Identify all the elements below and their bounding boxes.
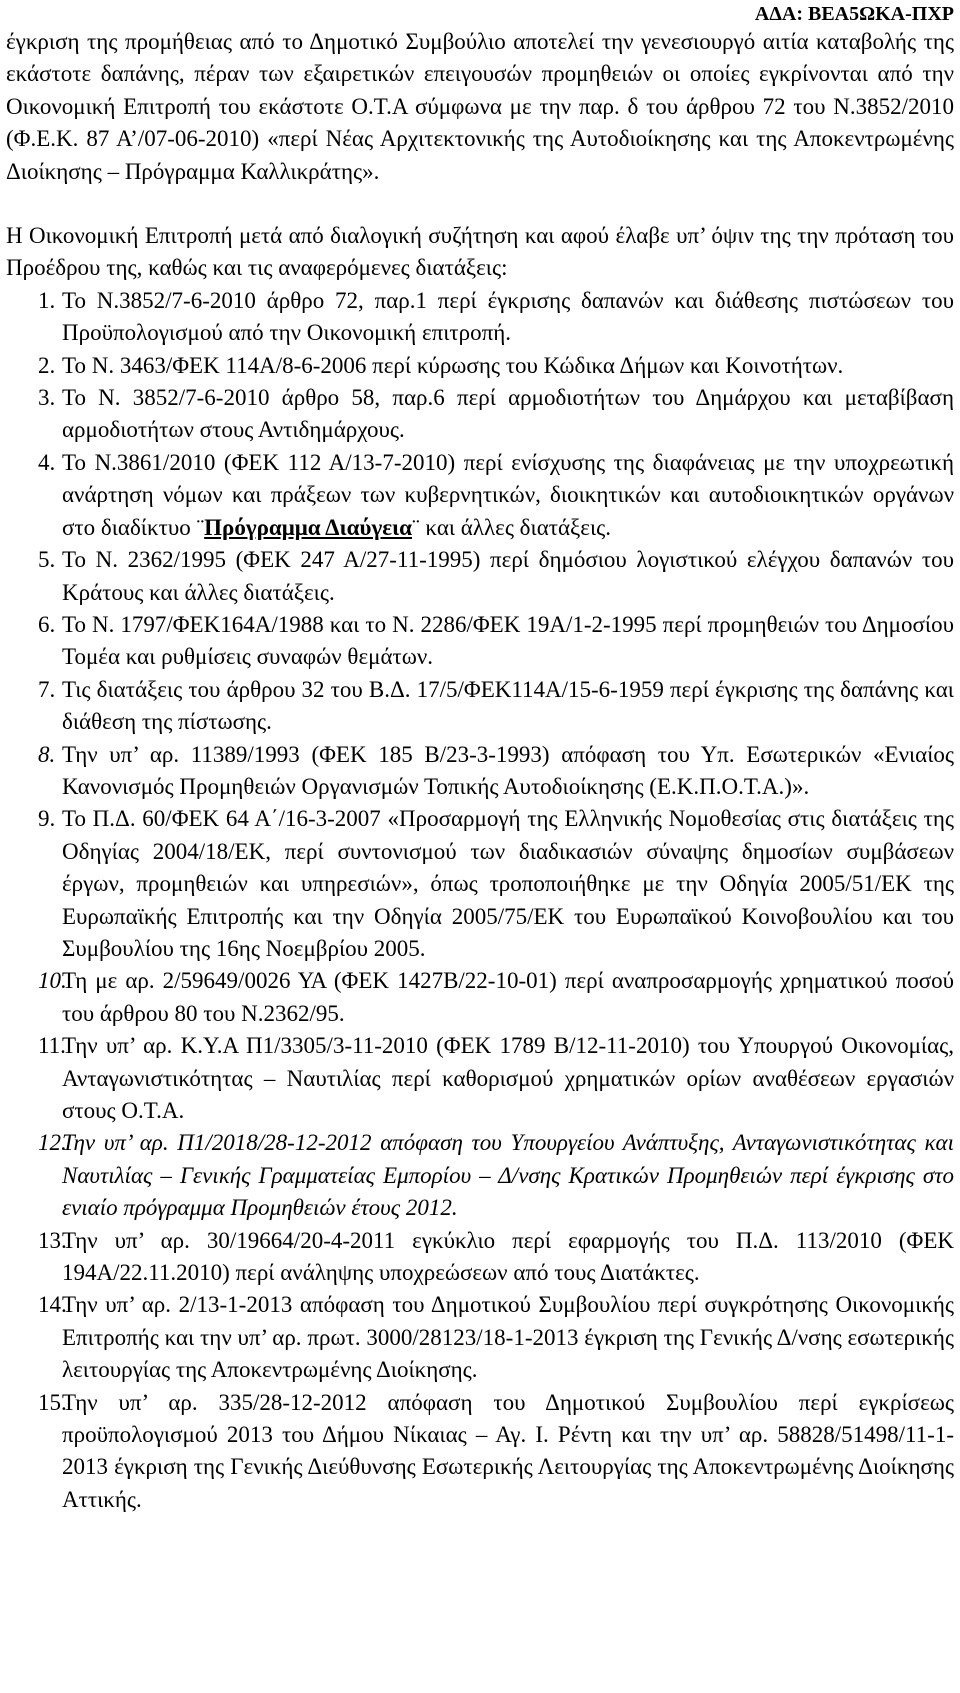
list-text: Το Ν. 3852/7-6-2010 άρθρο 58, παρ.6 περί αρμοδιοτήτων του Δημάρχου και μεταβίβαση αρμοδιοτήτων στους Αντιδημάρχους.	[62, 385, 954, 443]
list-number: 10.	[38, 968, 67, 994]
list-number: 3.	[38, 385, 56, 411]
list-text: Την υπ’ αρ. Π1/2018/28-12-2012 απόφαση του Υπουργείου Ανάπτυξης, Ανταγωνιστικότητας και Ναυτιλίας – Γενικής Γραμματείας Εμπορίου – Δ/νσης Κρατικών Προμηθειών περί έγκρισης στο ενιαίο πρόγραμμα Προμηθειών έτους 2012.	[62, 1130, 954, 1221]
list-item	[6, 739, 954, 804]
list-text-before: Το Ν.3861/2010 (ΦΕΚ 112 Α/13-7-2010) περί ενίσχυσης της διαφάνειας με την υποχρεωτική ανάρτηση νόμων και πράξεων των κυβερνητικών, διοικητικών και αυτοδιοικητικών οργάνων στο διαδίκτυο ¨	[62, 449, 954, 540]
committee-paragraph: Η Οικονομική Επιτροπή μετά από διαλογική συζήτηση και αφού έλαβε υπ’ όψιν της την πρόταση του Προέδρου της, καθώς και τις αναφερόμενες διατάξεις:	[6, 223, 954, 281]
list-item	[6, 350, 954, 382]
list-number: 9.	[38, 806, 56, 832]
list-number: 13.	[38, 1227, 67, 1253]
list-item	[6, 447, 954, 544]
list-item	[6, 1225, 954, 1290]
list-item	[6, 544, 954, 609]
list-item	[6, 1030, 954, 1127]
list-text: Το Ν. 3463/ΦΕΚ 114Α/8-6-2006 περί κύρωσης του Κώδικα Δήμων και Κοινοτήτων.	[62, 352, 844, 378]
list-text: Την υπ’ αρ. 11389/1993 (ΦΕΚ 185 Β/23-3-1993) απόφαση του Υπ. Εσωτερικών «Ενιαίος Κανονισμός Προμηθειών Οργανισμών Τοπικής Αυτοδιοίκησης (Ε.Κ.Π.Ο.Τ.Α.)».	[62, 741, 954, 799]
list-number: 6.	[38, 611, 56, 637]
list-item	[6, 1127, 954, 1224]
list-text: Το Ν. 2362/1995 (ΦΕΚ 247 Α/27-11-1995) περί δημόσιου λογιστικού ελέγχου δαπανών του Κράτους και άλλες διατάξεις.	[62, 547, 954, 605]
list-number: 8.	[38, 741, 56, 767]
list-number: 12.	[38, 1130, 67, 1156]
list-number: 11.	[38, 1033, 66, 1059]
provisions-list	[6, 285, 954, 1516]
list-item	[6, 382, 954, 447]
list-item	[6, 965, 954, 1030]
list-text: Τη με αρ. 2/59649/0026 ΥΑ (ΦΕΚ 1427Β/22-10-01) περί αναπροσαρμογής χρηματικού ποσού του άρθρου 80 του Ν.2362/95.	[62, 968, 954, 1026]
list-text: Το Ν. 1797/ΦΕΚ164Α/1988 και το Ν. 2286/ΦΕΚ 19Α/1-2-1995 περί προμηθειών του Δημοσίου Τομέα και ρυθμίσεις συναφών θεμάτων.	[62, 611, 954, 670]
list-text: Το Ν.3852/7-6-2010 άρθρο 72, παρ.1 περί έγκρισης δαπανών και διάθεσης πιστώσεων του Προϋπολογισμού από την Οικονομική επιτροπή.	[62, 287, 954, 346]
list-item	[6, 674, 954, 739]
list-item	[6, 803, 954, 965]
paragraph-gap	[6, 188, 954, 220]
list-number: 14.	[38, 1292, 67, 1318]
list-number: 15.	[38, 1389, 67, 1415]
ada-code: ΑΔΑ: ΒΕΑ5ΩΚΑ-ΠΧΡ	[754, 3, 954, 25]
diavgeia-emphasis: Πρόγραμμα Διαύγεια	[204, 514, 413, 540]
list-text: Τις διατάξεις του άρθρου 32 του Β.Δ. 17/5/ΦΕΚ114Α/15-6-1959 περί έγκρισης της δαπάνης και διάθεση της πίστωσης.	[62, 676, 954, 735]
list-number: 7.	[38, 676, 56, 702]
list-item	[6, 1387, 954, 1517]
list-text: Το Π.Δ. 60/ΦΕΚ 64 Α΄/16-3-2007 «Προσαρμογή της Ελληνικής Νομοθεσίας στις διατάξεις της Οδηγίας 2004/18/ΕΚ, περί συντονισμού των διαδικασιών σύναψης δημοσίων συμβάσεων έργων, προμηθειών και υπηρεσιών», όπως τροποποιήθηκε με την Οδηγία 2005/51/ΕΚ της Ευρωπαϊκής Επιτροπής και την Οδηγία 2005/75/ΕΚ του Ευρωπαϊκού Κοινοβουλίου και του Συμβουλίου της 16ης Νοεμβρίου 2005.	[62, 806, 954, 961]
list-item	[6, 285, 954, 350]
list-text-after: ¨ και άλλες διατάξεις.	[412, 514, 611, 540]
list-item	[6, 609, 954, 674]
intro-paragraph: έγκριση της προμήθειας από το Δημοτικό Συμβούλιο αποτελεί την γενεσιουργό αιτία καταβολής της εκάστοτε δαπάνης, πέραν των εξαιρετικών επειγουσών προμηθειών οι οποίες εγκρίνονται από την Οικονομική Επιτροπή του εκάστοτε Ο.Τ.Α σύμφωνα με την παρ. δ του άρθρου 72 του Ν.3852/2010 (Φ.Ε.Κ. 87 Α’/07-06-2010) «περί Νέας Αρχιτεκτονικής της Αυτοδιοίκησης και της Αποκεντρωμένης Διοίκησης – Πρόγραμμα Καλλικράτης».	[6, 29, 954, 184]
list-number: 1.	[38, 287, 56, 313]
list-text	[62, 450, 954, 540]
list-text: Την υπ’ αρ. Κ.Υ.Α Π1/3305/3-11-2010 (ΦΕΚ 1789 Β/12-11-2010) του Υπουργού Οικονομίας, Ανταγωνιστικότητας – Ναυτιλίας περί καθορισμού χρηματικών ορίων αναθέσεων εργασιών στους Ο.Τ.Α.	[62, 1033, 954, 1123]
list-number: 5.	[38, 547, 56, 573]
list-text: Την υπ’ αρ. 30/19664/20-4-2011 εγκύκλιο περί εφαρμογής του Π.Δ. 113/2010 (ΦΕΚ 194Α/22.11.2010) περί ανάληψης υποχρεώσεων από τους Διατάκτες.	[62, 1227, 954, 1286]
list-text: Την υπ’ αρ. 335/28-12-2012 απόφαση του Δημοτικού Συμβουλίου περί εγκρίσεως προϋπολογισμού 2013 του Δήμου Νίκαιας – Αγ. Ι. Ρέντη και την υπ’ αρ. 58828/51498/11-1-2013 έγκριση της Γενικής Διεύθυνσης Εσωτερικής Λειτουργίας της Αποκεντρωμένης Διοίκησης Αττικής.	[62, 1389, 954, 1512]
list-item	[6, 1289, 954, 1386]
list-text: Την υπ’ αρ. 2/13-1-2013 απόφαση του Δημοτικού Συμβουλίου περί συγκρότησης Οικονομικής Επιτροπής και την υπ’ αρ. πρωτ. 3000/28123/18-1-2013 έγκριση της Γενικής Δ/νσης εσωτερικής λειτουργίας της Αποκεντρωμένης Διοίκησης.	[62, 1292, 954, 1383]
document-page	[6, 26, 954, 1516]
list-number: 2.	[38, 352, 56, 378]
list-number: 4.	[38, 449, 56, 475]
